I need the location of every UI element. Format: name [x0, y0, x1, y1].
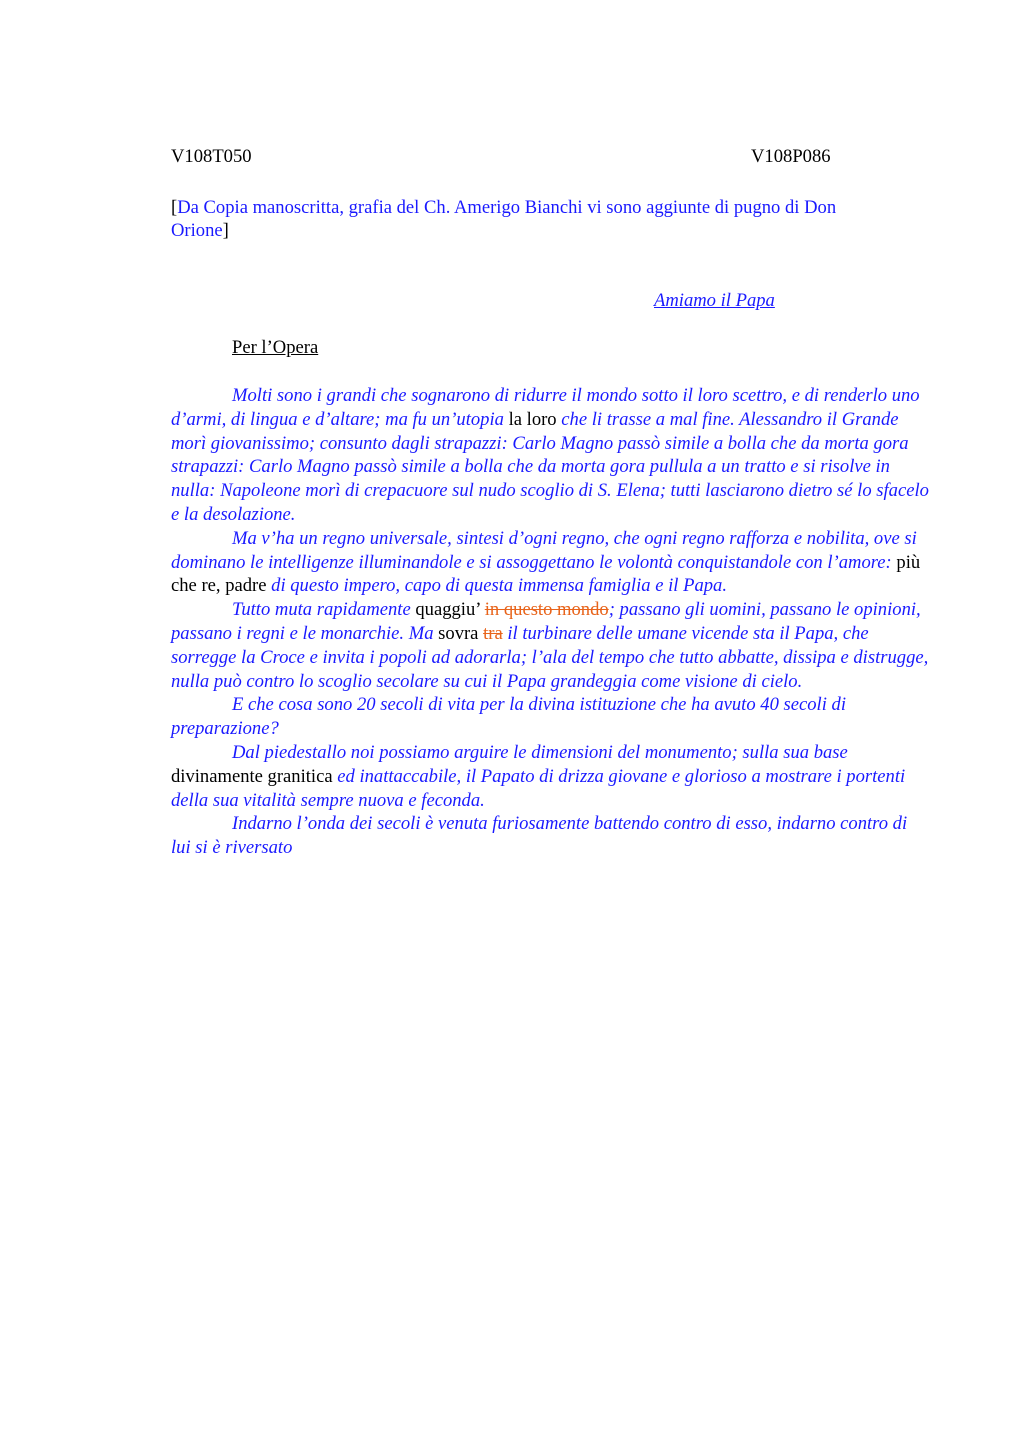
- editorial-note: [171, 196, 931, 242]
- paragraph-1-typed-b: la loro: [503, 408, 562, 430]
- paragraph-2-handwritten-a: Ma v’ha un regno universale, sintesi d’ogni regno, che ogni regno rafforza e nobilita, ove si dominano le intelligenze illuminandole e si assoggettano le volontà conquistandole con l’amore:: [171, 527, 917, 573]
- paragraph-5-typed-b: divinamente granitica: [171, 765, 333, 787]
- body-text: [171, 384, 931, 860]
- document-subtitle: Per l’Opera: [232, 337, 319, 358]
- paragraph-2-handwritten-c: di questo impero, capo di questa immensa famiglia e il Papa.: [271, 575, 727, 597]
- document-code-left: V108T050: [171, 146, 252, 167]
- paragraph-5-handwritten-c: ed inattaccabile, il Papato di drizza giovane e glorioso a mostrare i portenti della sua vitalità sempre nuova e feconda.: [171, 765, 906, 811]
- paragraph-6: [171, 812, 931, 860]
- paragraph-3: [171, 598, 931, 693]
- paragraph-3-handwritten-g: il turbinare delle umane vicende sta il Papa, che sorregge la Croce e invita i popoli ad adorarla; l’ala del tempo che tutto abbatte, dissipa e distrugge, nulla può contro lo scoglio secolare su cui il Papa grandeggia come visione di cielo.: [171, 622, 929, 692]
- note-text-line2: Orione: [171, 220, 223, 241]
- paragraph-3-deleted-f: tra: [483, 622, 503, 644]
- paragraph-3-deleted-c: in questo mondo: [484, 599, 609, 621]
- paragraph-3-handwritten-d: ; passano gli uomini, passano le opinioni, passano i regni e le monarchie. Ma: [171, 599, 921, 644]
- document-title: Amiamo il Papa: [654, 290, 775, 311]
- paragraph-2-typed-b: più che re, padre: [171, 551, 921, 597]
- note-text-line1: Da Copia manoscritta, grafia del Ch. Amerigo Bianchi vi sono aggiunte di pugno di Don: [177, 197, 837, 218]
- paragraph-4-handwritten-a: E che cosa sono 20 secoli di vita per la divina istituzione che ha avuto 40 secoli di preparazione?: [171, 694, 847, 740]
- paragraph-2: [171, 527, 931, 598]
- paragraph-3-typed-e: sovra: [433, 622, 484, 644]
- paragraph-3-handwritten-a: Tutto muta rapidamente: [232, 599, 411, 621]
- paragraph-5-handwritten-a: Dal piedestallo noi possiamo arguire le dimensioni del monumento; sulla sua base: [232, 741, 848, 763]
- paragraph-1-handwritten-a: Molti sono i grandi che sognarono di ridurre il mondo sotto il loro scettro, e di renderlo uno d’armi, di lingua e d’altare; ma fu un’utopia: [171, 385, 920, 430]
- paragraph-5: [171, 741, 931, 812]
- paragraph-1-handwritten-c: che li trasse a mal fine. Alessandro il Grande morì giovanissimo; consunto dagli strapazzi: Carlo Magno passò simile a bolla che da morta gora strapazzi: Carlo Magno passò simile a bolla che da morta gora pullula a un tratto e si risolve in nulla: Napoleone morì di crepacuore sul nudo scoglio di S. Elena; tutti lasciarono dietro sé lo sfacelo e la desolazione.: [171, 408, 929, 525]
- note-close-bracket: ]: [222, 220, 229, 241]
- document-code-right: V108P086: [751, 146, 831, 167]
- paragraph-6-handwritten-a: Indarno l’onda dei secoli è venuta furiosamente battendo contro di esso, indarno contro di lui si è riversato: [171, 813, 908, 859]
- paragraph-4: [171, 693, 931, 741]
- paragraph-1: [171, 384, 931, 527]
- note-open-bracket: [: [171, 197, 178, 218]
- paragraph-3-typed-b: quaggiu’: [410, 599, 485, 621]
